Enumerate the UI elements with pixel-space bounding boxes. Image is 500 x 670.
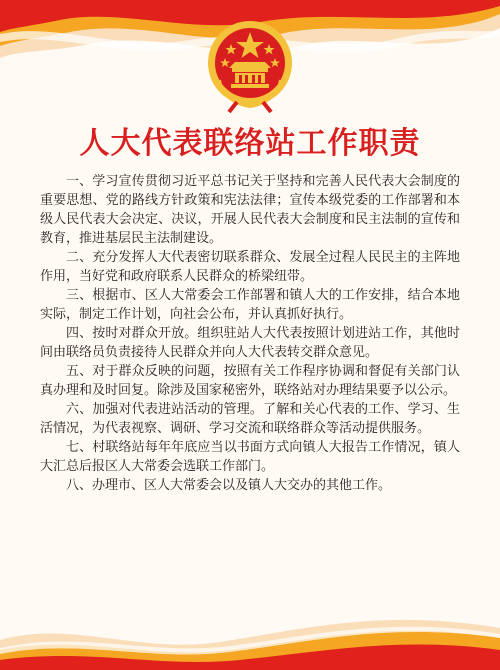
duty-list [40,172,460,495]
bottom-ribbon-decoration [0,590,500,670]
page-title: 人大代表联络站工作职责 [79,126,421,161]
duty-item-6: 六、加强对代表进站活动的管理。了解和关心代表的工作、学习、生活情况，为代表视察、调研、学习交流和联络群众等活动提供服务。 [40,402,460,436]
duty-item-1: 一、学习宣传贯彻习近平总书记关于坚持和完善人民代表大会制度的重要思想、党的路线方针政策和宪法法律；宣传本级党委的工作部署和本级人民代表大会决定、决议，开展人民代表大会制度和民主法制的宣传和教育，推进基层民主法制建设。 [40,174,460,246]
duty-item-5: 五、对于群众反映的问题，按照有关工作程序协调和督促有关部门认真办理和及时回复。除涉及国家秘密外，联络站对办理结果要予以公示。 [40,364,460,398]
duty-item-4: 四、按时对群众开放。组织驻站人大代表按照计划进站工作，其他时间由联络员负责接待人民群众并向人大代表转交群众意见。 [40,326,460,360]
duty-item-3: 三、根据市、区人大常委会工作部署和镇人大的工作安排，结合本地实际，制定工作计划，向社会公布，并认真抓好执行。 [40,288,460,322]
duty-item-2: 二、充分发挥人大代表密切联系群众、发展全过程人民民主的主阵地作用，当好党和政府联系人民群众的桥梁纽带。 [40,250,460,284]
national-emblem-icon [205,18,295,113]
duty-item-8: 八、办理市、区人大常委会以及镇人大交办的其他工作。 [66,478,392,493]
duty-item-7: 七、村联络站每年年底应当以书面方式向镇人大报告工作情况，镇人大汇总后报区人大常委会选联工作部门。 [40,440,460,474]
